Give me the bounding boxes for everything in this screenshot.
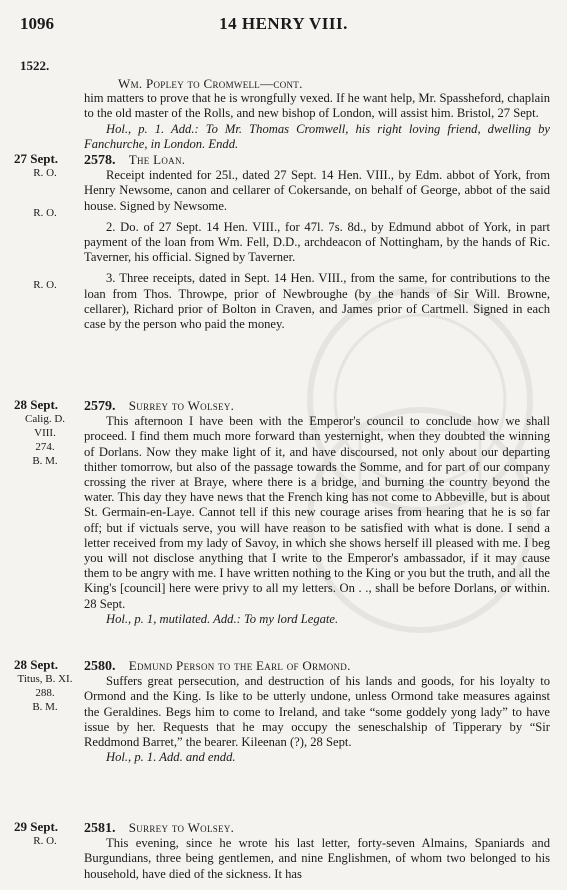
entry-2580 [84, 658, 550, 765]
entry-date: 28 Sept. [14, 657, 59, 672]
entry-note: Hol., p. 1. Add.: To Mr. Thomas Cromwell, his right loving friend, dwelling by Fanchurche, in London. Endd. [84, 121, 550, 151]
page-number: 1096 [20, 14, 54, 33]
source-ref: 274. [35, 441, 55, 453]
source-ref: R. O. [33, 835, 57, 847]
entry-paragraph: 2. Do. of 27 Sept. 14 Hen. VIII., for 47l. 7s. 8d., by Edmund abbot of York, in part payment of the loan from Wm. Fell, D.D., archdeacon of Nottingham, by the hands of Ric. Taverner, his official. Signed by Taverner. [84, 219, 550, 265]
entry-heading [84, 820, 550, 836]
entry-heading [84, 152, 550, 168]
source-ref: R. O. [33, 167, 57, 179]
entry-date: 29 Sept. [14, 819, 59, 834]
source-ref: 288. [35, 687, 55, 699]
source-ref: R. O. [33, 207, 57, 219]
page-header [20, 14, 547, 38]
entry-date: 27 Sept. [14, 151, 59, 166]
entry-note: Hol., p. 1, mutilated. Add.: To my lord Legate. [106, 611, 339, 626]
entry-text: Suffers great persecution, and destruction of his lands and goods, for his loyalty to Ormond and the King. Is like to be utterly undone, unless Ormond take measures against the Geraldines. Begs him to come to Ireland, and take “some goddely yong lady” to have issue by her. Requests that he may occupy the seneschalship of Tipperary by “Sir Reddmond Barret,” the bearer. Kileenan (?), 28 Sept. [84, 674, 550, 750]
entry-popley [84, 76, 550, 152]
source-ref: Titus, B. XI. [17, 673, 73, 685]
entry-2581 [84, 820, 550, 882]
entry-date: 28 Sept. [14, 397, 59, 412]
entry-title: Surrey to Wolsey. [128, 398, 235, 413]
entry-title: The Loan. [128, 152, 186, 167]
entry-2578 [84, 152, 550, 332]
entry-number: 2580. [84, 659, 116, 674]
entry-text: him matters to prove that he is wrongfully vexed. If he want help, Mr. Spassheford, chaplain to the old master of the Rolls, and new bishop of London, will assist him. Bristol, 27 Sept. [84, 91, 550, 121]
margin-2578 [14, 152, 76, 292]
entry-heading [84, 398, 550, 414]
margin-2579 [14, 398, 76, 468]
entry-number: 2581. [84, 821, 116, 836]
year-label: 1522. [20, 58, 50, 73]
entry-text: This evening, since he wrote his last letter, forty-seven Almains, Spaniards and Burgundians, three being gentlemen, and nine Englishmen, of whom two belonged to his household, have died of the sickness. It has [84, 836, 550, 881]
entry-number: 2579. [84, 399, 116, 414]
entry-heading [84, 658, 550, 674]
source-ref: B. M. [32, 701, 58, 713]
entry-text: This afternoon I have been with the Emperor's council to conclude how we shall proceed. I find them much more forward than yesternight, when they doubted the winning of Dorlans. Now they make light of it, and have discoursed, not only about our departing thither tomorrow, but also of the passage towards the Somme, and for part of our company crossing the river at Braye, where there is a bridge, and burning the country beyond the water. This day they have news that the French king has not come to Abbeville, but is about St. Germain-en-Laye. Cannot tell if this new courage arises from hearing that he is so far off; but if victuals serve, you will have reason to be satisfied with what is done. I send a letter received from my lady of Savoy, in which she shows herself ill pleased with me. I beg you will not disclose anything that I write to the Emperor's ambassador, if it may cause them to be angry with me. I have written nothing to the King or you but the truth, and all the King's [council] here were privy to all my letters. On . ., shall be before Dorlans, or within. 28 Sept. [84, 414, 550, 611]
entry-2579 [84, 398, 550, 627]
entry-heading [84, 76, 550, 91]
entry-number: 2578. [84, 153, 116, 168]
entry-title: Surrey to Wolsey. [128, 820, 235, 835]
entry-paragraph: 3. Three receipts, dated in Sept. 14 Hen. VIII., from the same, for contributions to the loan from Thos. Throwpe, prior of Newbroughe (by the hands of Sir Will. Browne, cellarer), Richard prior of Bolton in Craven, and James prior of Cartmell. Signed in each case by the person who paid the money. [84, 271, 550, 332]
running-title: 14 HENRY VIII. [219, 14, 348, 33]
margin-2580 [14, 658, 76, 714]
entry-title: Wm. Popley to Cromwell—cont. [118, 76, 303, 91]
source-ref: Calig. D. VIII. [24, 413, 66, 439]
source-ref: R. O. [33, 279, 57, 291]
margin-2581 [14, 820, 76, 848]
entry-title: Edmund Person to the Earl of Ormond. [128, 658, 351, 673]
source-ref: B. M. [32, 455, 58, 467]
entry-paragraph: Receipt indented for 25l., dated 27 Sept. 14 Hen. VIII., by Edm. abbot of York, from Henry Newsome, canon and cellarer of Cokersande, on behalf of George, abbot of the said house. Signed by Newsome. [84, 168, 550, 213]
entry-note: Hol., p. 1. Add. and endd. [106, 750, 236, 765]
